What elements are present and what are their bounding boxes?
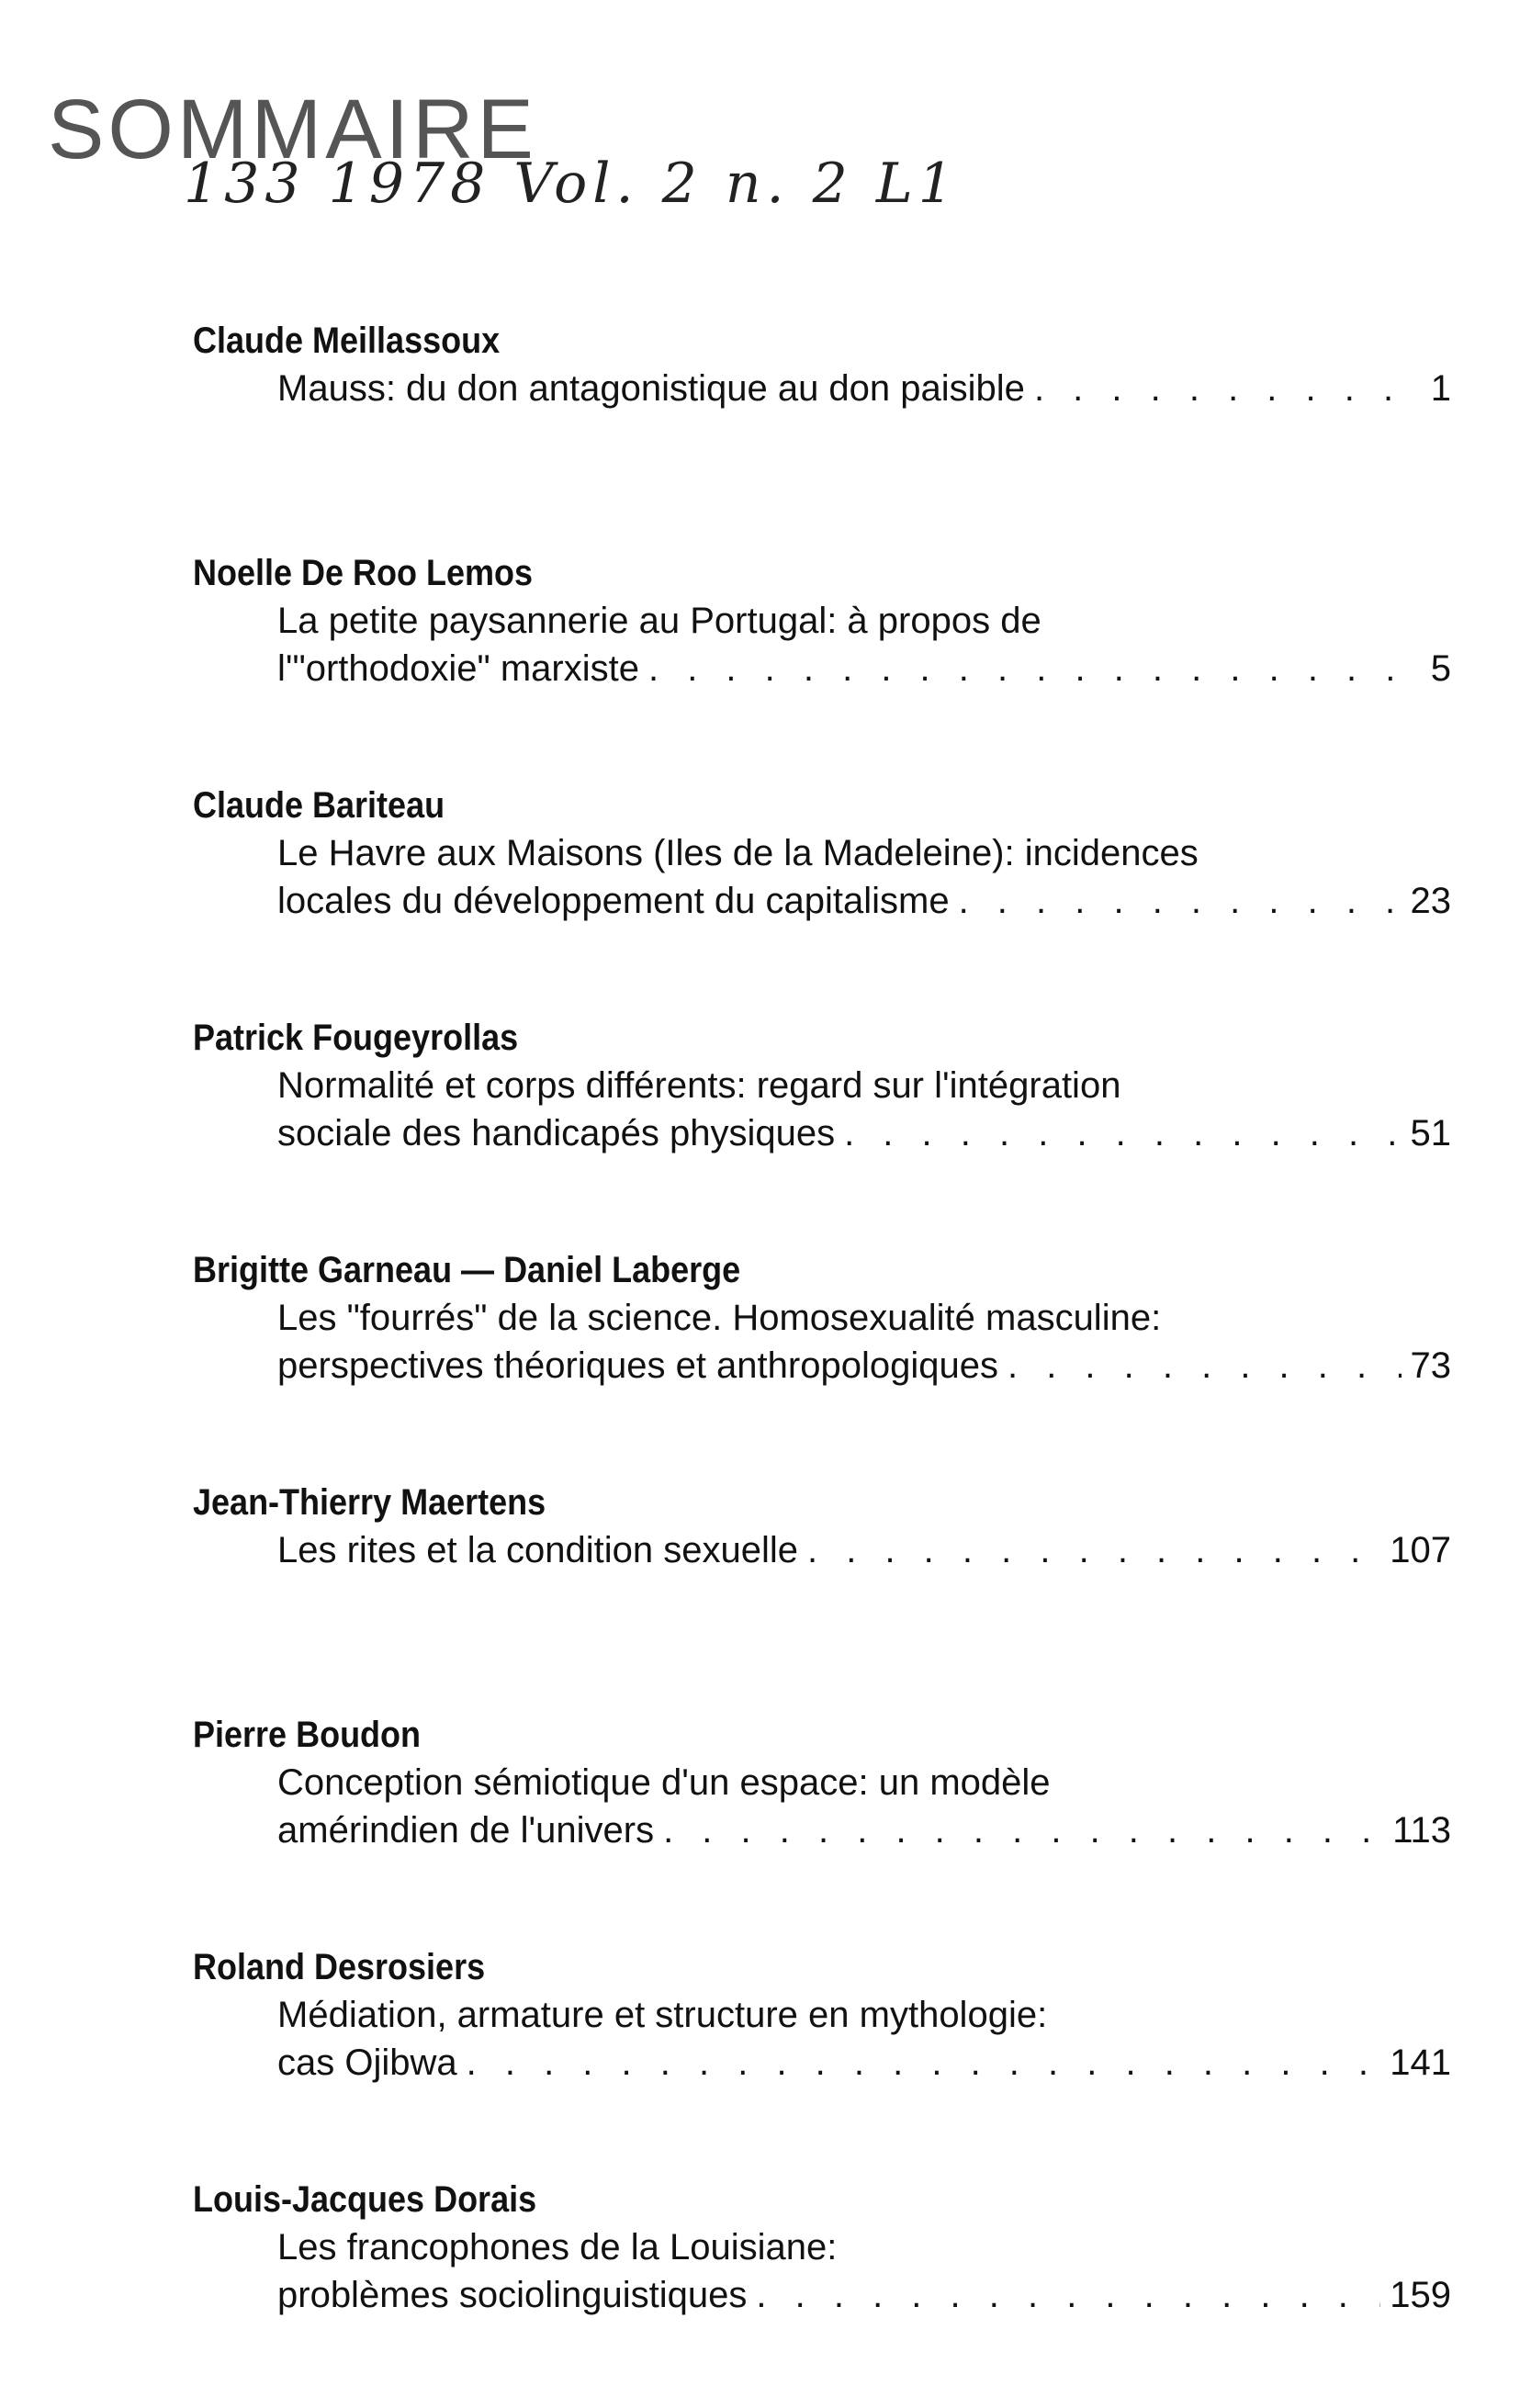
- toc-author: Louis-Jacques Dorais: [193, 2179, 537, 2220]
- toc-title-line: perspectives théoriques et anthropologiques: [277, 1345, 998, 1386]
- toc-title-line: Conception sémiotique d'un espace: un modèle: [277, 1762, 1051, 1803]
- dot-leader: [844, 1109, 1401, 1157]
- toc-entry: [193, 2176, 1460, 2408]
- toc-author: Brigitte Garneau — Daniel Laberge: [193, 1250, 741, 1290]
- toc-title-line: Les "fourrés" de la science. Homosexualité masculine:: [277, 1298, 1162, 1338]
- toc-title: [277, 365, 1451, 412]
- toc-page-number: 107: [1390, 1530, 1451, 1570]
- dot-leader: [1008, 1342, 1402, 1390]
- dot-leader: [756, 2271, 1380, 2319]
- toc-author: Roland Desrosiers: [193, 1947, 486, 1987]
- toc-leader-row: [277, 1109, 1451, 1157]
- dot-leader: [959, 877, 1402, 925]
- toc-title: [277, 1294, 1451, 1390]
- toc-author: Noelle De Roo Lemos: [193, 553, 534, 593]
- dot-leader: [467, 2039, 1381, 2087]
- toc-title-line: cas Ojibwa: [277, 2042, 457, 2083]
- toc-title-line: Les rites et la condition sexuelle: [277, 1530, 798, 1570]
- toc-title-line: Médiation, armature et structure en mythologie:: [277, 1995, 1048, 2035]
- toc-page-number: 5: [1430, 648, 1451, 689]
- toc-entry: [193, 1479, 1460, 1711]
- toc-title-line: locales du développement du capitalisme: [277, 881, 950, 921]
- dot-leader: [648, 645, 1402, 692]
- toc-title: [277, 1526, 1451, 1574]
- toc-entry: [193, 1014, 1460, 1246]
- toc-entry: [193, 317, 1460, 549]
- toc-leader-row: [277, 365, 1451, 412]
- toc-title: [277, 1759, 1451, 1854]
- toc-page-number: 23: [1410, 881, 1451, 921]
- toc-title-line: problèmes sociolinguistiques: [277, 2275, 748, 2315]
- toc-title: [277, 1062, 1451, 1157]
- toc-title-line: Le Havre aux Maisons (Iles de la Madeleine): incidences: [277, 833, 1199, 873]
- toc-title-line: La petite paysannerie au Portugal: à propos de: [277, 601, 1041, 641]
- toc-page-number: 51: [1410, 1113, 1451, 1153]
- toc-entry: [193, 1943, 1460, 2176]
- toc-title-line: amérindien de l'univers: [277, 1810, 655, 1851]
- toc-leader-row: [277, 2271, 1451, 2319]
- toc-leader-row: [277, 877, 1451, 925]
- toc-entry: [193, 782, 1460, 1014]
- dot-leader: [663, 1806, 1383, 1854]
- page-heading: SOMMAIRE: [48, 83, 537, 176]
- toc-title: [277, 1991, 1451, 2087]
- toc-page-number: 1: [1430, 368, 1451, 409]
- toc-entry: [193, 549, 1460, 782]
- dot-leader: [1034, 365, 1402, 412]
- toc-entry: [193, 1711, 1460, 1943]
- toc-leader-row: [277, 1342, 1451, 1390]
- toc-author: Pierre Boudon: [193, 1715, 422, 1755]
- toc-leader-row: [277, 645, 1451, 692]
- toc-page-number: 73: [1410, 1345, 1451, 1386]
- toc-leader-row: [277, 1806, 1451, 1854]
- toc-page-number: 159: [1390, 2275, 1451, 2315]
- toc-author: Patrick Fougeyrollas: [193, 1018, 519, 1058]
- toc-entry: [193, 1246, 1460, 1479]
- toc-title-line: Normalité et corps différents: regard sur l'intégration: [277, 1065, 1121, 1106]
- toc-title-line: l'"orthodoxie" marxiste: [277, 648, 639, 689]
- toc-leader-row: [277, 2039, 1451, 2087]
- toc-author: Claude Bariteau: [193, 785, 445, 826]
- toc-title: [277, 597, 1451, 692]
- toc-title-line: sociale des handicapés physiques: [277, 1113, 836, 1153]
- toc-title-line: Mauss: du don antagonistique au don paisible: [277, 368, 1025, 409]
- toc-title-line: Les francophones de la Louisiane:: [277, 2227, 838, 2267]
- toc-title: [277, 829, 1451, 925]
- toc-leader-row: [277, 1526, 1451, 1574]
- dot-leader: [807, 1526, 1380, 1574]
- toc-title: [277, 2223, 1451, 2319]
- toc-author: Jean-Thierry Maertens: [193, 1482, 546, 1523]
- toc-page-number: 141: [1390, 2042, 1451, 2083]
- toc-author: Claude Meillassoux: [193, 321, 501, 361]
- handwritten-note: 133 1978 Vol. 2 n. 2 L1: [184, 152, 959, 216]
- table-of-contents: [193, 317, 1460, 2408]
- toc-page-number: 113: [1392, 1810, 1451, 1851]
